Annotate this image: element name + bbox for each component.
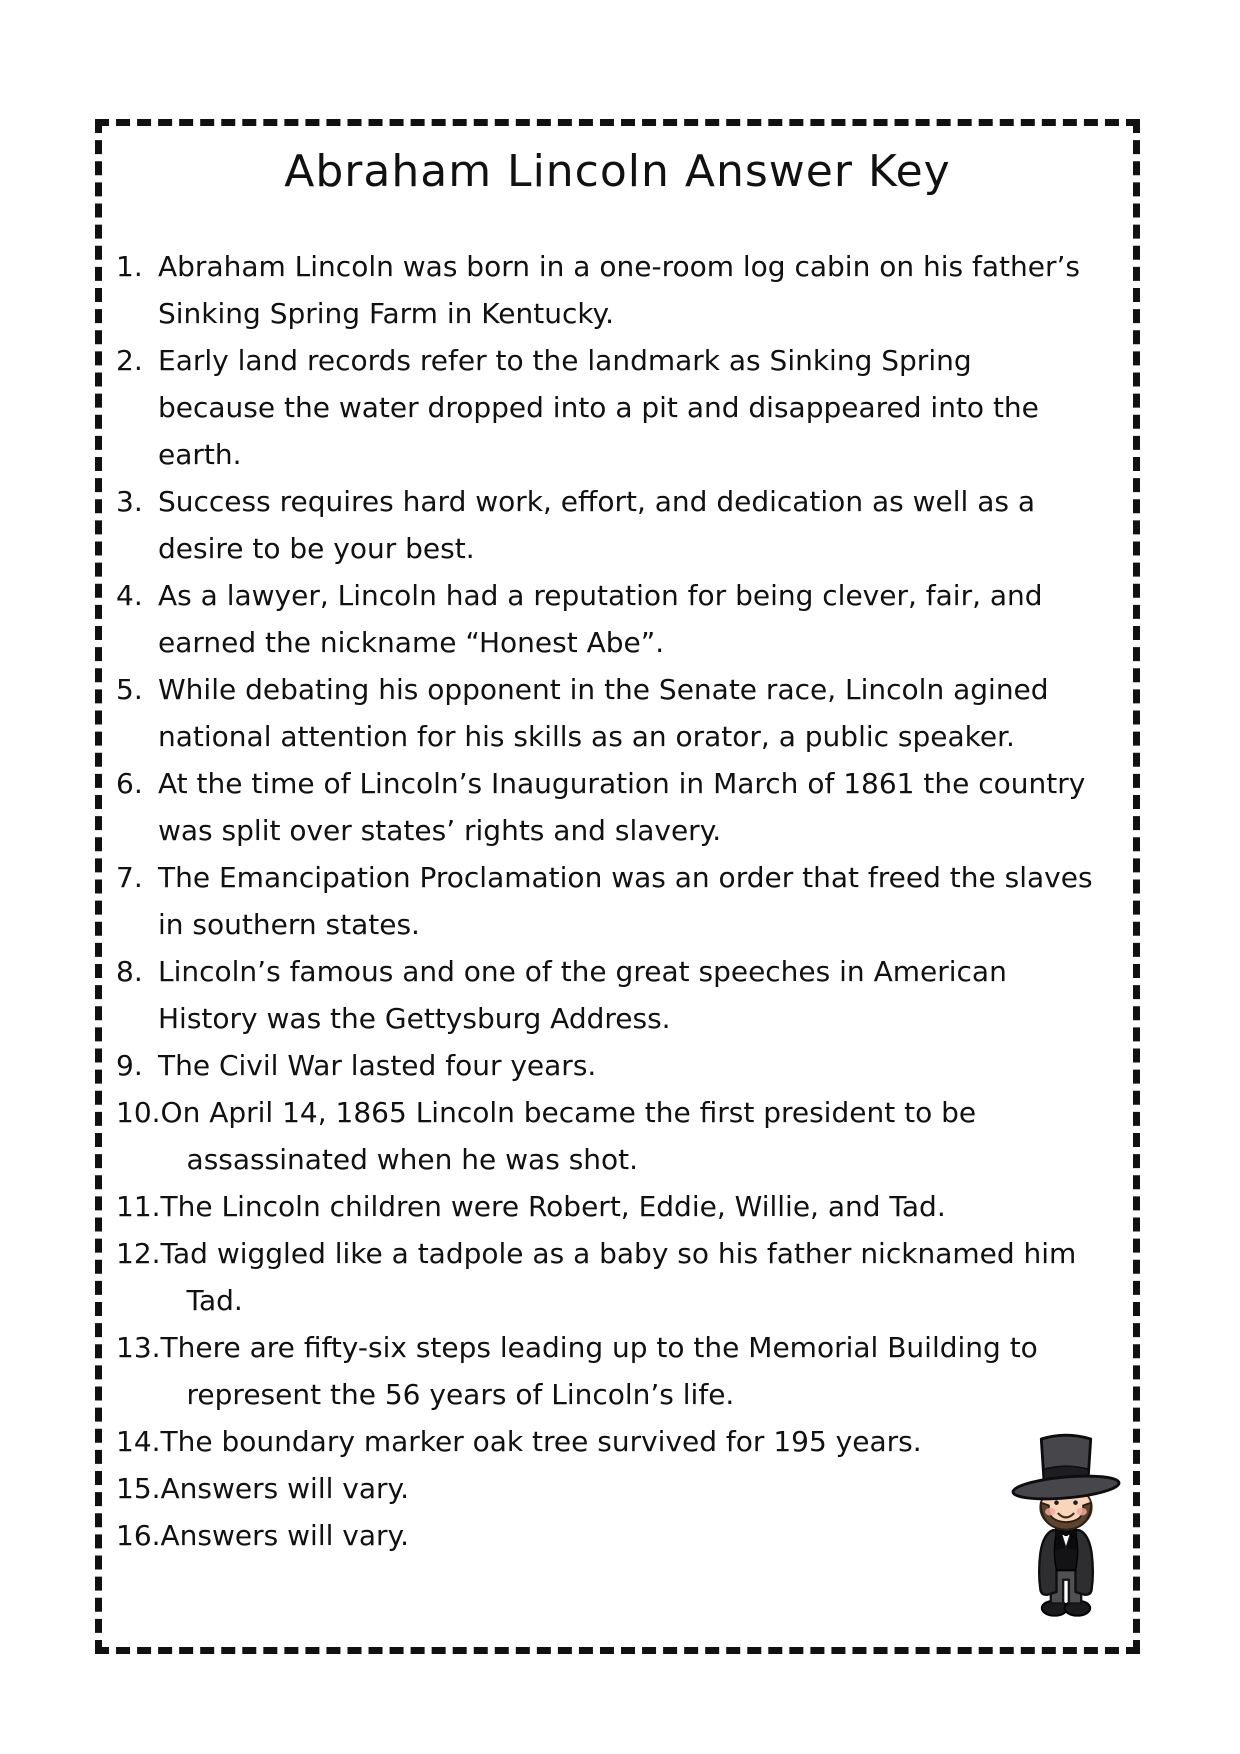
answer-item xyxy=(116,337,1093,478)
answer-number: 13. xyxy=(116,1331,161,1364)
answer-number: 7. xyxy=(116,861,143,894)
answer-text: The Lincoln children were Robert, Eddie, Willie, and Tad. xyxy=(160,1190,946,1223)
answer-item xyxy=(116,243,1093,337)
answer-text: The Emancipation Proclamation was an order that freed the slaves in southern states. xyxy=(158,861,1093,941)
answer-number: 9. xyxy=(116,1049,143,1082)
answer-number: 6. xyxy=(116,767,143,800)
answer-text: At the time of Lincoln’s Inauguration in March of 1861 the country was split over states’ rights and slavery. xyxy=(158,767,1086,847)
answer-number: 4. xyxy=(116,579,143,612)
answer-number: 11. xyxy=(116,1190,161,1223)
answer-text: Answers will vary. xyxy=(160,1472,410,1505)
answer-text: On April 14, 1865 Lincoln became the first president to be assassinated when he was shot. xyxy=(160,1096,977,1176)
answer-number: 10. xyxy=(116,1096,161,1129)
answer-text: Early land records refer to the landmark as Sinking Spring because the water dropped into a pit and disappeared into the earth. xyxy=(158,344,1039,471)
answer-item xyxy=(116,666,1093,760)
answer-item xyxy=(116,1324,1093,1418)
answer-number: 14. xyxy=(116,1425,161,1458)
answer-text: The Civil War lasted four years. xyxy=(158,1049,597,1082)
answer-number: 2. xyxy=(116,344,143,377)
answer-item xyxy=(116,1230,1093,1324)
answer-item xyxy=(116,948,1093,1042)
answer-number: 8. xyxy=(116,955,143,988)
answer-item xyxy=(116,760,1093,854)
answer-item xyxy=(116,478,1093,572)
page-title: Abraham Lincoln Answer Key xyxy=(284,146,951,197)
answer-number: 15. xyxy=(116,1472,161,1505)
answer-number: 3. xyxy=(116,485,143,518)
answer-text: Tad wiggled like a tadpole as a baby so his father nicknamed him Tad. xyxy=(160,1237,1077,1317)
answer-number: 5. xyxy=(116,673,143,706)
answer-item xyxy=(116,1042,1093,1089)
answer-text: Answers will vary. xyxy=(160,1519,410,1552)
answer-number: 16. xyxy=(116,1519,161,1552)
answer-text: Success requires hard work, effort, and dedication as well as a desire to be your best. xyxy=(158,485,1035,565)
answer-list xyxy=(102,243,1133,1559)
answer-item xyxy=(116,1183,1093,1230)
answer-number: 1. xyxy=(116,250,143,283)
answer-item xyxy=(116,1418,1093,1465)
answer-item xyxy=(116,1465,1093,1512)
lincoln-clipart-icon xyxy=(1009,1427,1123,1623)
answer-item xyxy=(116,572,1093,666)
worksheet-dashed-border xyxy=(95,119,1140,1654)
answer-text: The boundary marker oak tree survived for 195 years. xyxy=(160,1425,922,1458)
answer-text: Abraham Lincoln was born in a one-room log cabin on his father’s Sinking Spring Farm in Kentucky. xyxy=(158,250,1080,330)
answer-text: There are fifty-six steps leading up to the Memorial Building to represent the 56 years of Lincoln’s life. xyxy=(160,1331,1038,1411)
answer-number: 12. xyxy=(116,1237,161,1270)
answer-text: Lincoln’s famous and one of the great speeches in American History was the Gettysburg Address. xyxy=(158,955,1007,1035)
answer-text: While debating his opponent in the Senate race, Lincoln agined national attention for his skills as an orator, a public speaker. xyxy=(158,673,1049,753)
answer-item xyxy=(116,1512,1093,1559)
lincoln-clipart xyxy=(1009,1427,1123,1623)
answer-item xyxy=(116,854,1093,948)
answer-text: As a lawyer, Lincoln had a reputation for being clever, fair, and earned the nickname “Honest Abe”. xyxy=(158,579,1043,659)
answer-item xyxy=(116,1089,1093,1183)
